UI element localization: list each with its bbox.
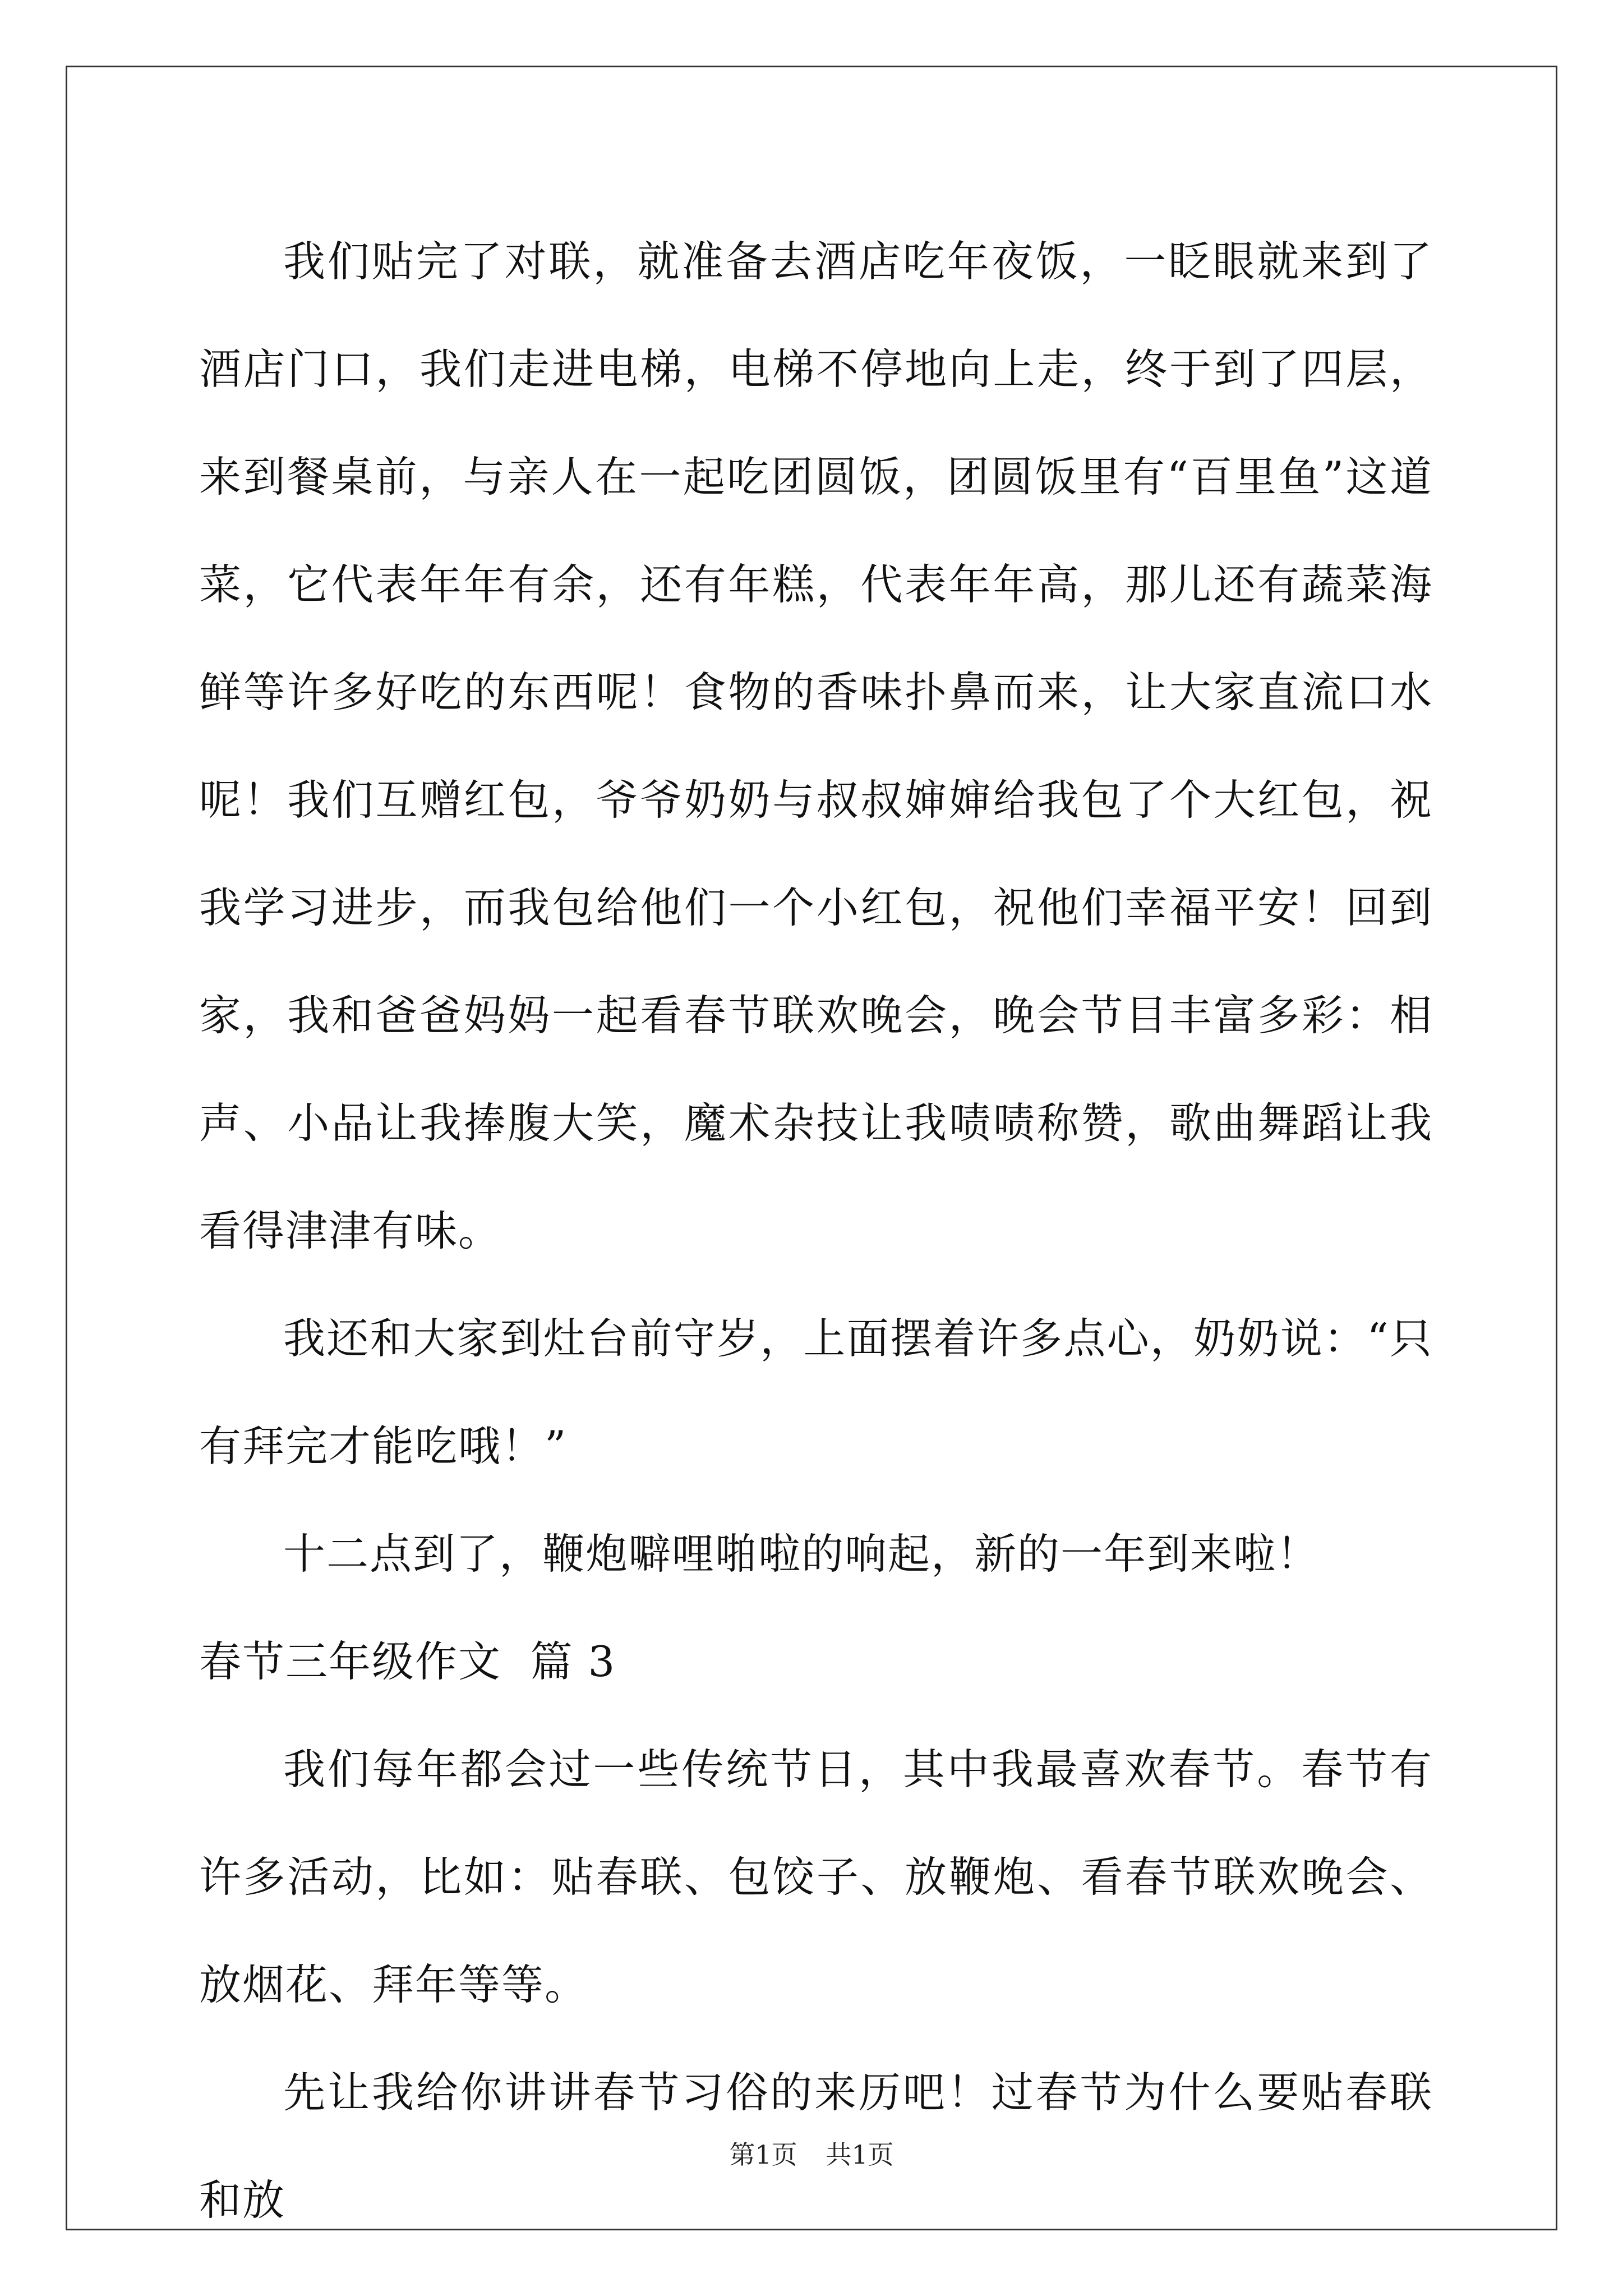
paragraph-5: 先让我给你讲讲春节习俗的来历吧！过春节为什么要贴春联和放 [199, 2068, 1433, 2225]
paragraph-2: 我还和大家到灶台前守岁，上面摆着许多点心，奶奶说：“只有拜完才能吃哦！” [199, 1314, 1433, 1471]
document-body [199, 208, 1433, 2254]
section-heading: 春节三年级作文 篇 3 [199, 1637, 616, 1686]
page-total: 共1页 [826, 2139, 894, 2170]
paragraph-1: 我们贴完了对联，就准备去酒店吃年夜饭，一眨眼就来到了酒店门口，我们走进电梯，电梯不停地向上走，终于到了四层，来到餐桌前，与亲人在一起吃团圆饭，团圆饭里有“百里鱼”这道菜，它代表年年有余，还有年糕，代表年年高，那儿还有蔬菜海鲜等许多好吃的东西呢！食物的香味扑鼻而来，让大家直流口水呢！我们互赠红包，爷爷奶奶与叔叔婶婶给我包了个大红包，祝我学习进步，而我包给他们一个小红包，祝他们幸福平安！回到家，我和爸爸妈妈一起看春节联欢晚会，晚会节目丰富多彩：相声、小品让我捧腹大笑，魔术杂技让我啧啧称赞，歌曲舞蹈让我看得津津有味。 [199, 237, 1433, 1255]
page-footer [0, 2134, 1623, 2171]
paragraph-3: 十二点到了，鞭炮噼哩啪啦的响起，新的一年到来啦！ [283, 1529, 1320, 1579]
paragraph-4: 我们每年都会过一些传统节日，其中我最喜欢春节。春节有许多活动，比如：贴春联、包饺子、放鞭炮、看春节联欢晚会、放烟花、拜年等等。 [199, 1745, 1433, 2009]
page-number: 第1页 [729, 2139, 797, 2170]
